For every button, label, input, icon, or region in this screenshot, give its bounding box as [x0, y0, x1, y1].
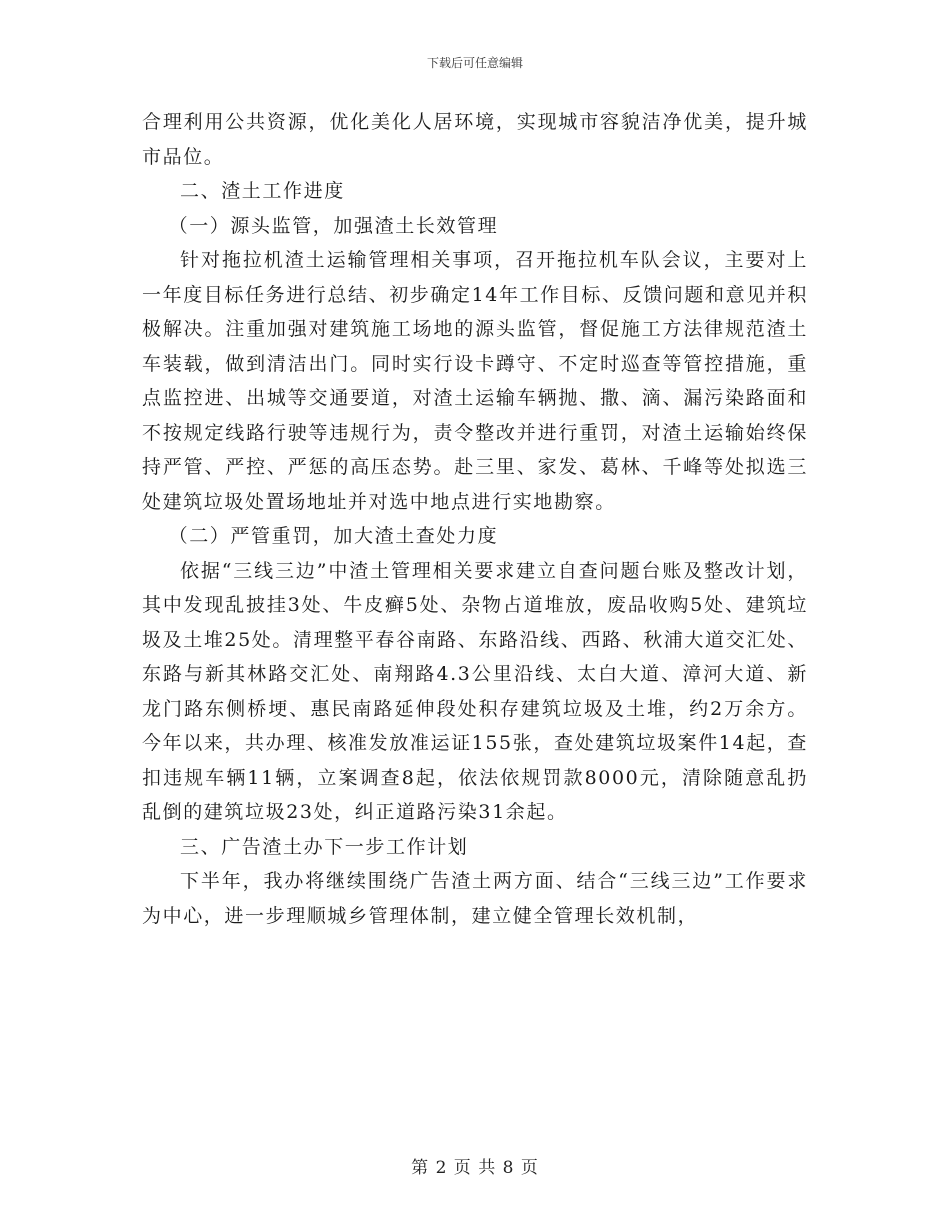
page-header: 下载后可任意编辑	[426, 56, 523, 70]
page-footer: 第 2 页 共 8 页	[411, 1158, 539, 1178]
paragraph-strict-penalty: 依据“三线三边”中渣土管理相关要求建立自查问题台账及整改计划，其中发现乱披挂3处、牛皮癣5处、杂物占道堆放，废品收购5处、建筑垃圾及土堆25处。清理整平春谷南路、东路沿线、西路、秋浦大道交汇处、东路与新其林路交汇处、南翔路4.3公里沿线、太白大道、漳河大道、新龙门路东侧桥埂、惠民南路延伸段处积存建筑垃圾及土堆，约2万余方。今年以来，共办理、核准发放准运证155张，查处建筑垃圾案件14起，查扣违规车辆11辆，立案调查8起，依法依规罚款8000元，清除随意乱扔乱倒的建筑垃圾23处，纠正道路污染31余起。	[142, 559, 808, 823]
subsection-heading-source-supervision: （一）源头监管，加强渣土长效管理	[168, 214, 499, 237]
document-body	[142, 105, 808, 933]
subsection-heading-strict-penalty: （二）严管重罚，加大渣土查处力度	[168, 525, 499, 547]
paragraph-continuation: 合理利用公共资源，优化美化人居环境，实现城市容貌洁净优美，提升城市品位。	[142, 111, 808, 168]
paragraph-next-plan: 下半年，我办将继续围绕广告渣土两方面、结合“三线三边”工作要求为中心，进一步理顺城乡管理体制，建立健全管理长效机制，	[142, 870, 808, 927]
paragraph-source-supervision: 针对拖拉机渣土运输管理相关事项，召开拖拉机车队会议，主要对上一年度目标任务进行总结、初步确定14年工作目标、反馈问题和意见并积极解决。注重加强对建筑施工场地的源头监管，督促施工方法律规范渣土车装载，做到清洁出门。同时实行设卡蹲守、不定时巡查等管控措施，重点监控进、出城等交通要道，对渣土运输车辆抛、撒、滴、漏污染路面和不按规定线路行驶等违规行为，责令整改并进行重罚，对渣土运输始终保持严管、严控、严惩的高压态势。赴三里、家发、葛林、千峰等处拟选三处建筑垃圾处置场地址并对选中地点进行实地勘察。	[142, 249, 808, 513]
section-heading-2: 二、渣土工作进度	[180, 180, 345, 202]
section-heading-3: 三、广告渣土办下一步工作计划	[180, 835, 469, 858]
